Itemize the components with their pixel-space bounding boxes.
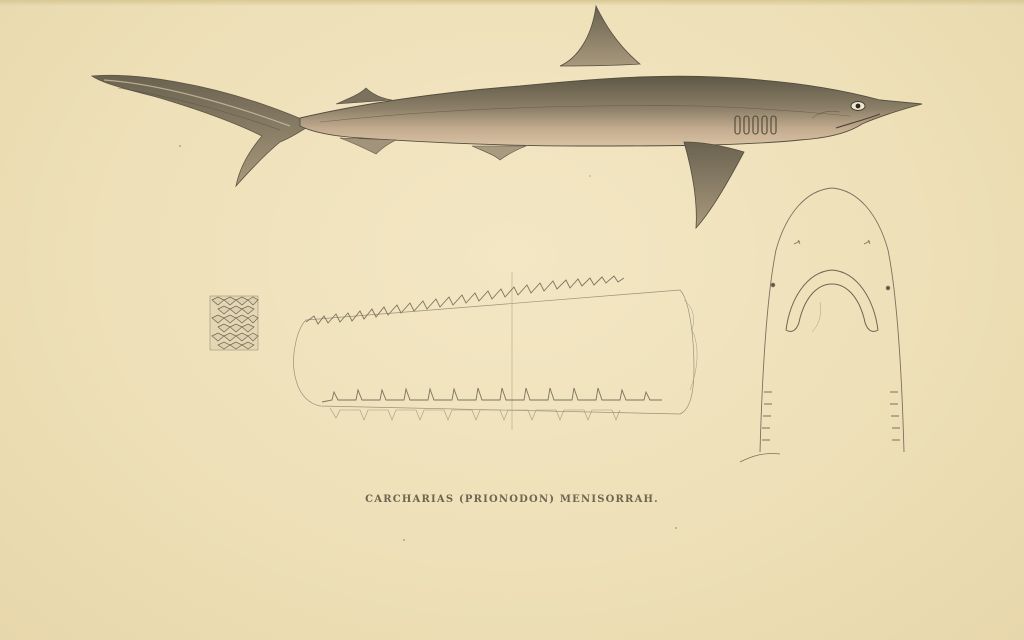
pelvic-fin	[472, 146, 526, 160]
anal-fin	[340, 138, 396, 154]
first-dorsal-fin	[560, 6, 640, 66]
jaw-teeth-detail	[294, 272, 697, 430]
ventral-mouth	[786, 270, 878, 332]
eye	[851, 102, 865, 111]
caudal-fin	[92, 75, 312, 186]
pectoral-fin	[684, 142, 744, 228]
head-ventral-view	[740, 188, 904, 462]
plate-caption: CARCHARIAS (PRIONODON) MENISORRAH.	[365, 494, 659, 505]
lower-teeth-row	[322, 388, 662, 402]
shark-lateral-view	[92, 6, 922, 228]
skin-scales-detail	[210, 296, 258, 350]
upper-teeth-row	[306, 276, 624, 324]
